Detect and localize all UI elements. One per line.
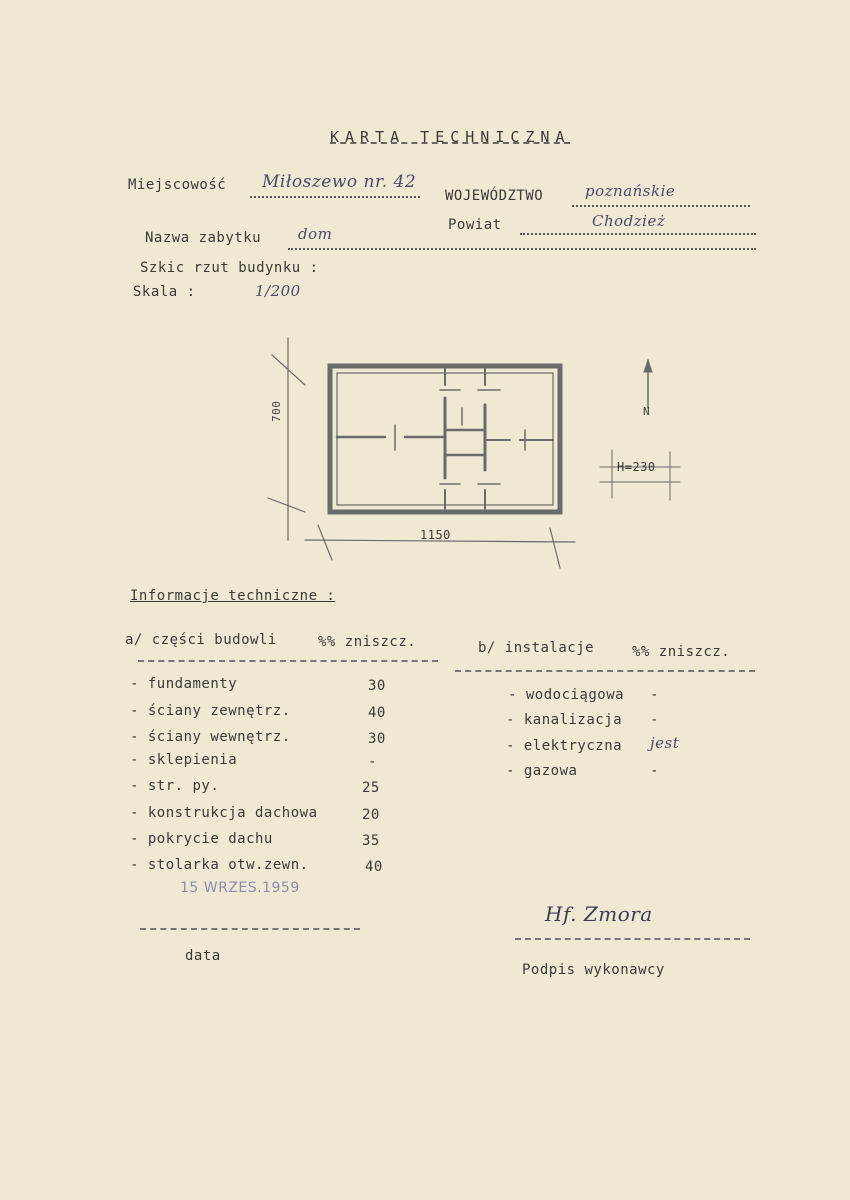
nazwa-value: dom	[298, 225, 333, 243]
info-heading: Informacje techniczne :	[130, 588, 336, 604]
date-stamp: 15 WRZES.1959	[180, 880, 300, 896]
wojewodztwo-value: poznańskie	[585, 182, 676, 200]
list-item-value: 30	[368, 678, 386, 694]
nazwa-label: Nazwa zabytku	[145, 230, 262, 246]
miejscowosc-label: Miejscowość	[128, 177, 227, 193]
list-item: - gazowa	[506, 763, 578, 779]
date-label: data	[185, 948, 221, 964]
installations-header: b/ instalacje	[478, 640, 595, 656]
miejscowosc-value: Miłoszewo nr. 42	[262, 172, 417, 192]
powiat-label: Powiat	[448, 217, 502, 233]
list-item-value: 20	[362, 807, 380, 823]
powiat-value: Chodzież	[592, 212, 666, 230]
signature-line	[515, 938, 750, 940]
list-item-value: 40	[365, 859, 383, 875]
parts-header: a/ części budowli	[125, 632, 277, 648]
list-item: - ściany zewnętrz.	[130, 703, 291, 719]
installations-header-underline	[455, 670, 755, 672]
signature: Hf. Zmora	[545, 902, 653, 926]
list-item: - pokrycie dachu	[130, 831, 273, 847]
list-item: - ściany wewnętrz.	[130, 729, 291, 745]
parts-pct-header: %% zniszcz.	[318, 634, 417, 650]
date-line	[140, 928, 360, 930]
parts-header-underline	[138, 660, 438, 662]
szkic-label: Szkic rzut budynku :	[140, 260, 319, 276]
north-arrow-label: N	[643, 405, 651, 418]
list-item: - str. py.	[130, 778, 220, 794]
skala-label: Skala :	[133, 284, 196, 300]
wojewodztwo-label: WOJEWÓDZTWO	[445, 188, 544, 204]
list-item-value: -	[650, 687, 659, 703]
list-item: - elektryczna	[506, 738, 623, 754]
list-item-value: -	[650, 763, 659, 779]
document-title: KARTA TECHNICZNA	[330, 128, 571, 146]
list-item-value: 25	[362, 780, 380, 796]
plan-height-label: H=230	[617, 460, 656, 474]
signature-label: Podpis wykonawcy	[522, 962, 665, 978]
list-item-value: 35	[362, 833, 380, 849]
plan-depth-label: 700	[270, 400, 283, 422]
list-item: - wodociągowa	[508, 687, 625, 703]
list-item: - stolarka otw.zewn.	[130, 857, 309, 873]
list-item-value: -	[368, 754, 377, 770]
list-item-value: -	[650, 712, 659, 728]
list-item: - kanalizacja	[506, 712, 623, 728]
list-item: - fundamenty	[130, 676, 238, 692]
plan-width-label: 1150	[420, 528, 451, 542]
installations-pct-header: %% zniszcz.	[632, 644, 731, 660]
list-item: - sklepienia	[130, 752, 238, 768]
list-item-value: 30	[368, 731, 386, 747]
list-item-value: jest	[650, 734, 680, 752]
list-item: - konstrukcja dachowa	[130, 805, 318, 821]
list-item-value: 40	[368, 705, 386, 721]
skala-value: 1/200	[255, 282, 301, 300]
